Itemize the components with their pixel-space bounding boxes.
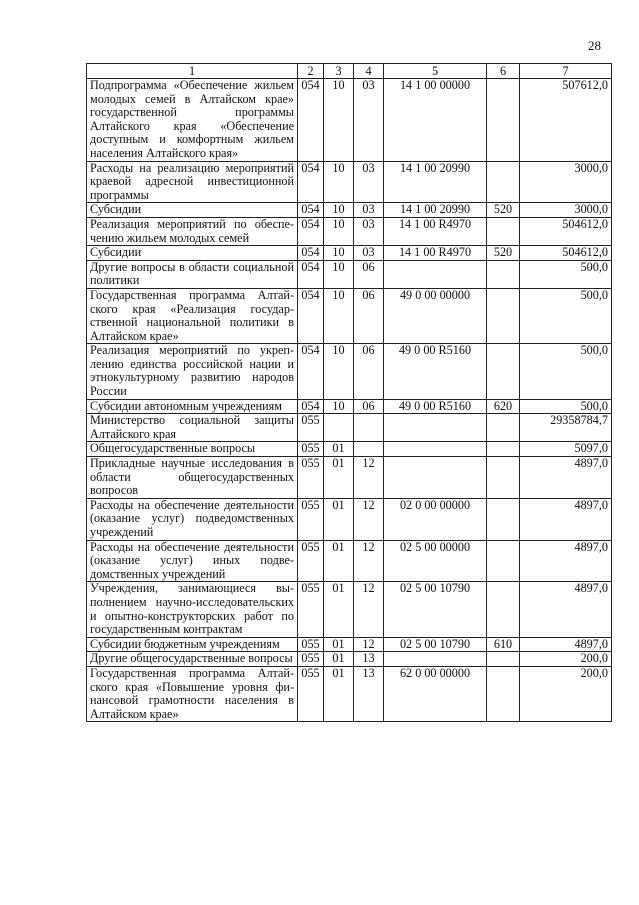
expense-type-cell — [487, 414, 520, 442]
subsection-code-cell: 13 — [354, 666, 384, 721]
amount-cell: 29358784,7 — [520, 414, 612, 442]
section-code-cell: 10 — [324, 217, 354, 245]
row-name-cell: Расходы на реализацию мероприятий краевой адресной инвестиционной программы — [87, 161, 298, 203]
subsection-code-cell: 03 — [354, 246, 384, 261]
section-code-cell: 01 — [324, 666, 354, 721]
expense-type-cell — [487, 652, 520, 667]
ministry-code-cell: 055 — [298, 457, 324, 499]
section-code-cell: 01 — [324, 637, 354, 652]
target-article-cell: 14 1 00 R4970 — [384, 246, 487, 261]
amount-cell: 3000,0 — [520, 203, 612, 218]
row-name-cell: Другие общегосударственные вопросы — [87, 652, 298, 667]
table-row — [87, 414, 612, 442]
subsection-code-cell: 12 — [354, 582, 384, 637]
row-name-cell: Учреждения, занимающиеся выполнением научно-исследовательских и опытно-конструкторских работ по государственным контрактам — [87, 582, 298, 637]
subsection-code-cell: 03 — [354, 161, 384, 203]
section-code-cell: 01 — [324, 457, 354, 499]
subsection-code-cell: 12 — [354, 540, 384, 582]
table-row — [87, 344, 612, 399]
subsection-code-cell: 03 — [354, 217, 384, 245]
expense-type-cell — [487, 344, 520, 399]
row-name-cell: Подпрограмма «Обеспечение жильем молодых семей в Алтайском крае» государственной программы Алтайского края «Обеспечение доступным и комфортным жильем населения Алтайского края» — [87, 79, 298, 162]
section-code-cell: 01 — [324, 442, 354, 457]
ministry-code-cell: 055 — [298, 666, 324, 721]
ministry-code-cell: 054 — [298, 161, 324, 203]
ministry-code-cell: 055 — [298, 637, 324, 652]
header-cell: 4 — [354, 64, 384, 79]
subsection-code-cell: 03 — [354, 203, 384, 218]
row-name-cell: Другие вопросы в области социальной политики — [87, 260, 298, 288]
table-row — [87, 457, 612, 499]
section-code-cell: 01 — [324, 652, 354, 667]
row-name-cell: Министерство социальной защиты Алтайского края — [87, 414, 298, 442]
row-name-cell: Государственная программа Алтайского края «Реализация государственной национальной политики в Алтайском крае» — [87, 288, 298, 343]
header-cell: 1 — [87, 64, 298, 79]
expense-type-cell — [487, 217, 520, 245]
row-name-cell: Расходы на обеспечение деятельности (оказание услуг) подведомственных учреждений — [87, 498, 298, 540]
row-name-cell: Субсидии — [87, 203, 298, 218]
table-row — [87, 582, 612, 637]
target-article-cell: 62 0 00 00000 — [384, 666, 487, 721]
ministry-code-cell: 055 — [298, 582, 324, 637]
row-name-cell: Общегосударственные вопросы — [87, 442, 298, 457]
expense-type-cell — [487, 288, 520, 343]
amount-cell: 4897,0 — [520, 457, 612, 499]
section-code-cell: 01 — [324, 540, 354, 582]
expense-type-cell — [487, 582, 520, 637]
expense-type-cell — [487, 498, 520, 540]
table-row — [87, 652, 612, 667]
expense-type-cell — [487, 666, 520, 721]
expense-type-cell: 610 — [487, 637, 520, 652]
target-article-cell: 14 1 00 00000 — [384, 79, 487, 162]
section-code-cell: 10 — [324, 399, 354, 414]
amount-cell: 500,0 — [520, 260, 612, 288]
table-row — [87, 288, 612, 343]
ministry-code-cell: 055 — [298, 652, 324, 667]
section-code-cell: 10 — [324, 161, 354, 203]
amount-cell: 500,0 — [520, 344, 612, 399]
amount-cell: 3000,0 — [520, 161, 612, 203]
header-cell: 5 — [384, 64, 487, 79]
header-cell: 3 — [324, 64, 354, 79]
subsection-code-cell: 06 — [354, 344, 384, 399]
section-code-cell: 10 — [324, 288, 354, 343]
target-article-cell: 02 5 00 10790 — [384, 637, 487, 652]
row-name-cell: Субсидии — [87, 246, 298, 261]
subsection-code-cell: 06 — [354, 399, 384, 414]
expense-type-cell: 520 — [487, 246, 520, 261]
amount-cell: 4897,0 — [520, 540, 612, 582]
ministry-code-cell: 054 — [298, 217, 324, 245]
amount-cell: 200,0 — [520, 666, 612, 721]
target-article-cell: 14 1 00 20990 — [384, 203, 487, 218]
target-article-cell — [384, 457, 487, 499]
table-row — [87, 399, 612, 414]
subsection-code-cell: 12 — [354, 498, 384, 540]
target-article-cell: 49 0 00 R5160 — [384, 399, 487, 414]
amount-cell: 4897,0 — [520, 498, 612, 540]
table-row — [87, 498, 612, 540]
table-row — [87, 246, 612, 261]
amount-cell: 507612,0 — [520, 79, 612, 162]
row-name-cell: Государственная программа Алтайского края «Повышение уровня финансовой грамотности населения в Алтайском крае» — [87, 666, 298, 721]
target-article-cell — [384, 652, 487, 667]
section-code-cell: 10 — [324, 79, 354, 162]
target-article-cell: 49 0 00 00000 — [384, 288, 487, 343]
subsection-code-cell: 12 — [354, 457, 384, 499]
ministry-code-cell: 054 — [298, 246, 324, 261]
subsection-code-cell: 06 — [354, 260, 384, 288]
expense-type-cell: 620 — [487, 399, 520, 414]
target-article-cell: 02 5 00 00000 — [384, 540, 487, 582]
page-number: 28 — [588, 38, 601, 53]
amount-cell: 200,0 — [520, 652, 612, 667]
section-code-cell: 01 — [324, 582, 354, 637]
amount-cell: 4897,0 — [520, 637, 612, 652]
table-row — [87, 540, 612, 582]
table-row — [87, 260, 612, 288]
section-code-cell: 10 — [324, 260, 354, 288]
ministry-code-cell: 054 — [298, 79, 324, 162]
section-code-cell: 01 — [324, 498, 354, 540]
expense-type-cell — [487, 260, 520, 288]
section-code-cell: 10 — [324, 246, 354, 261]
expense-type-cell: 520 — [487, 203, 520, 218]
header-row — [87, 64, 612, 79]
subsection-code-cell: 06 — [354, 288, 384, 343]
ministry-code-cell: 055 — [298, 414, 324, 442]
table-row — [87, 442, 612, 457]
amount-cell: 500,0 — [520, 399, 612, 414]
target-article-cell: 49 0 00 R5160 — [384, 344, 487, 399]
subsection-code-cell: 13 — [354, 652, 384, 667]
amount-cell: 500,0 — [520, 288, 612, 343]
ministry-code-cell: 055 — [298, 540, 324, 582]
ministry-code-cell: 055 — [298, 498, 324, 540]
table-row — [87, 79, 612, 162]
row-name-cell: Реализация мероприятий по укреплению единства российской нации и этнокультурному развитию народов России — [87, 344, 298, 399]
expense-type-cell — [487, 457, 520, 499]
table-body — [87, 79, 612, 722]
ministry-code-cell: 054 — [298, 399, 324, 414]
row-name-cell: Расходы на обеспечение деятельности (оказание услуг) иных подведомственных учреждений — [87, 540, 298, 582]
amount-cell: 5097,0 — [520, 442, 612, 457]
table-row — [87, 203, 612, 218]
target-article-cell: 02 5 00 10790 — [384, 582, 487, 637]
ministry-code-cell: 054 — [298, 288, 324, 343]
amount-cell: 504612,0 — [520, 246, 612, 261]
table-row — [87, 666, 612, 721]
section-code-cell: 10 — [324, 203, 354, 218]
row-name-cell: Субсидии бюджетным учреждениям — [87, 637, 298, 652]
table-row — [87, 161, 612, 203]
ministry-code-cell: 054 — [298, 203, 324, 218]
subsection-code-cell — [354, 414, 384, 442]
expense-type-cell — [487, 442, 520, 457]
subsection-code-cell — [354, 442, 384, 457]
table-row — [87, 637, 612, 652]
row-name-cell: Реализация мероприятий по обеспечению жильем молодых семей — [87, 217, 298, 245]
expense-type-cell — [487, 79, 520, 162]
section-code-cell: 10 — [324, 344, 354, 399]
target-article-cell: 14 1 00 20990 — [384, 161, 487, 203]
subsection-code-cell: 12 — [354, 637, 384, 652]
amount-cell: 504612,0 — [520, 217, 612, 245]
row-name-cell: Прикладные научные исследования в области общегосударственных вопросов — [87, 457, 298, 499]
header-cell: 6 — [487, 64, 520, 79]
header-cell: 7 — [520, 64, 612, 79]
expense-type-cell — [487, 540, 520, 582]
amount-cell: 4897,0 — [520, 582, 612, 637]
target-article-cell: 14 1 00 R4970 — [384, 217, 487, 245]
subsection-code-cell: 03 — [354, 79, 384, 162]
budget-table — [86, 63, 612, 722]
table-row — [87, 217, 612, 245]
target-article-cell — [384, 260, 487, 288]
target-article-cell — [384, 414, 487, 442]
target-article-cell: 02 0 00 00000 — [384, 498, 487, 540]
ministry-code-cell: 054 — [298, 260, 324, 288]
ministry-code-cell: 054 — [298, 344, 324, 399]
row-name-cell: Субсидии автономным учреждениям — [87, 399, 298, 414]
section-code-cell — [324, 414, 354, 442]
target-article-cell — [384, 442, 487, 457]
ministry-code-cell: 055 — [298, 442, 324, 457]
expense-type-cell — [487, 161, 520, 203]
header-cell: 2 — [298, 64, 324, 79]
